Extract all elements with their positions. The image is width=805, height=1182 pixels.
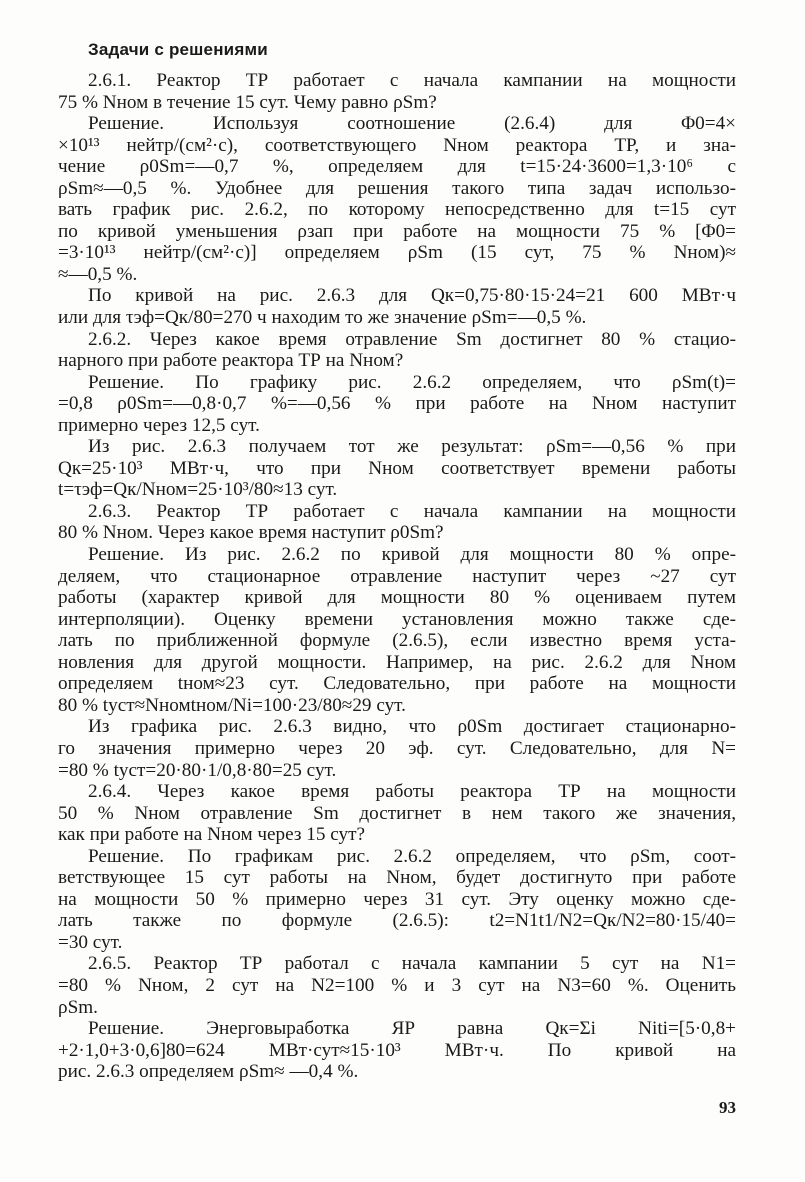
text-line: Решение. Из рис. 2.6.2 по кривой для мощности 80 % опре- [88,544,736,566]
text-line: определяем tном≈23 сут. Следовательно, при работе на мощности [58,673,736,695]
text-line: работы (характер кривой для мощности 80 % оцениваем путем [58,587,736,609]
text-line: 80 % tуст≈Nномtном/Ni=100·23/80≈29 сут. [58,694,406,716]
text-line: =80 % Nном, 2 сут на N2=100 % и 3 сут на N3=60 %. Оценить [58,974,736,996]
text-line: вать график рис. 2.6.2, по которому непосредственно для t=15 сут [58,199,736,221]
text-line: го значения примерно через 20 эф. сут. Следовательно, для N= [58,737,736,759]
text-line: 2.6.1. Реактор ТР работает с начала кампании на мощности [88,70,736,91]
text-line: 2.6.4. Через какое время работы реактора ТР на мощности [88,781,736,803]
text-line: новления для другой мощности. Например, на рис. 2.6.2 для Nном [58,651,736,673]
text-line: Qк=25·10³ МВт·ч, что при Nном соответствует времени работы [58,457,736,479]
text-line: лать также по формуле (2.6.5): t2=N1t1/N2=Qк/N2=80·15/40= [58,910,736,932]
text-line: рис. 2.6.3 определяем ρSm≈ —0,4 %. [58,1061,359,1083]
text-line: Решение. По графику рис. 2.6.2 определяем, что ρSm(t)= [88,371,736,393]
text-line: 2.6.2. Через какое время отравление Sm достигнет 80 % стацио- [88,328,736,350]
body-text [58,70,736,1083]
text-line: как при работе на Nном через 15 сут? [58,824,366,846]
text-line: лать по приближенной формуле (2.6.5), если известно время уста- [58,630,736,652]
text-line: Из графика рис. 2.6.3 видно, что ρ0Sm достигает стационарно- [88,716,736,738]
text-line: =3·10¹³ нейтр/(см²·с)] определяем ρSm (15 сут, 75 % Nном)≈ [58,242,736,264]
page-number: 93 [719,1098,736,1117]
text-line: Решение. По графикам рис. 2.6.2 определяем, что ρSm, соот- [88,845,736,867]
text-line: Решение. Используя соотношение (2.6.4) для Φ0=4× [88,113,736,135]
text-line: ≈—0,5 %. [58,263,138,285]
text-line: ρSm. [58,996,98,1018]
text-line: примерно через 12,5 сут. [58,414,260,436]
text-line: нарного при работе реактора ТР на Nном? [58,350,404,372]
text-line: интерполяции). Оценку времени установления можно также сде- [58,608,736,630]
text-line: по кривой уменьшения ρзап при работе на мощности 75 % [Φ0= [58,220,736,242]
text-line: 2.6.3. Реактор ТР работает с начала кампании на мощности [88,500,736,522]
text-line: +2·1,0+3·0,6]80=624 МВт·сут≈15·10³ МВт·ч. По кривой на [58,1039,736,1061]
text-line: 75 % Nном в течение 15 сут. Чему равно ρSm? [58,91,437,113]
text-line: 80 % Nном. Через какое время наступит ρ0Sm? [58,522,444,544]
text-line: По кривой на рис. 2.6.3 для Qк=0,75·80·15·24=21 600 МВт·ч [88,285,736,307]
text-line: 2.6.5. Реактор ТР работал с начала кампании 5 сут на N1= [88,953,736,975]
text-line: =80 % tуст=20·80·1/0,8·80=25 сут. [58,759,337,781]
text-line: =30 сут. [58,931,123,953]
text-line: =0,8 ρ0Sm=—0,8·0,7 %=—0,56 % при работе на Nном наступит [58,393,736,415]
text-line: t=τэф=Qк/Nном=25·10³/80≈13 сут. [58,479,338,501]
section-heading: Задачи с решениями [88,40,268,59]
text-line: 50 % Nном отравление Sm достигнет в нем такого же значения, [58,802,736,824]
text-line: чение ρ0Sm=—0,7 %, определяем для t=15·24·3600=1,3·10⁶ с [58,156,736,178]
text-line: ρSm≈—0,5 %. Удобнее для решения такого типа задач использо- [58,177,736,199]
text-line: Из рис. 2.6.3 получаем тот же результат: ρSm=—0,56 % при [88,436,736,458]
text-line: ×10¹³ нейтр/(см²·с), соответствующего Nном реактора ТР, и зна- [58,134,736,156]
text-line: или для τэф=Qк/80=270 ч находим то же значение ρSm=—0,5 %. [58,307,587,329]
text-line: Решение. Энерговыработка ЯР равна Qк=Σi Niti=[5·0,8+ [88,1018,736,1040]
text-line: деляем, что стационарное отравление наступит через ~27 сут [58,565,736,587]
text-line: на мощности 50 % примерно через 31 сут. Эту оценку можно сде- [58,888,736,910]
text-line: ветствующее 15 сут работы на Nном, будет достигнуто при работе [58,867,736,889]
